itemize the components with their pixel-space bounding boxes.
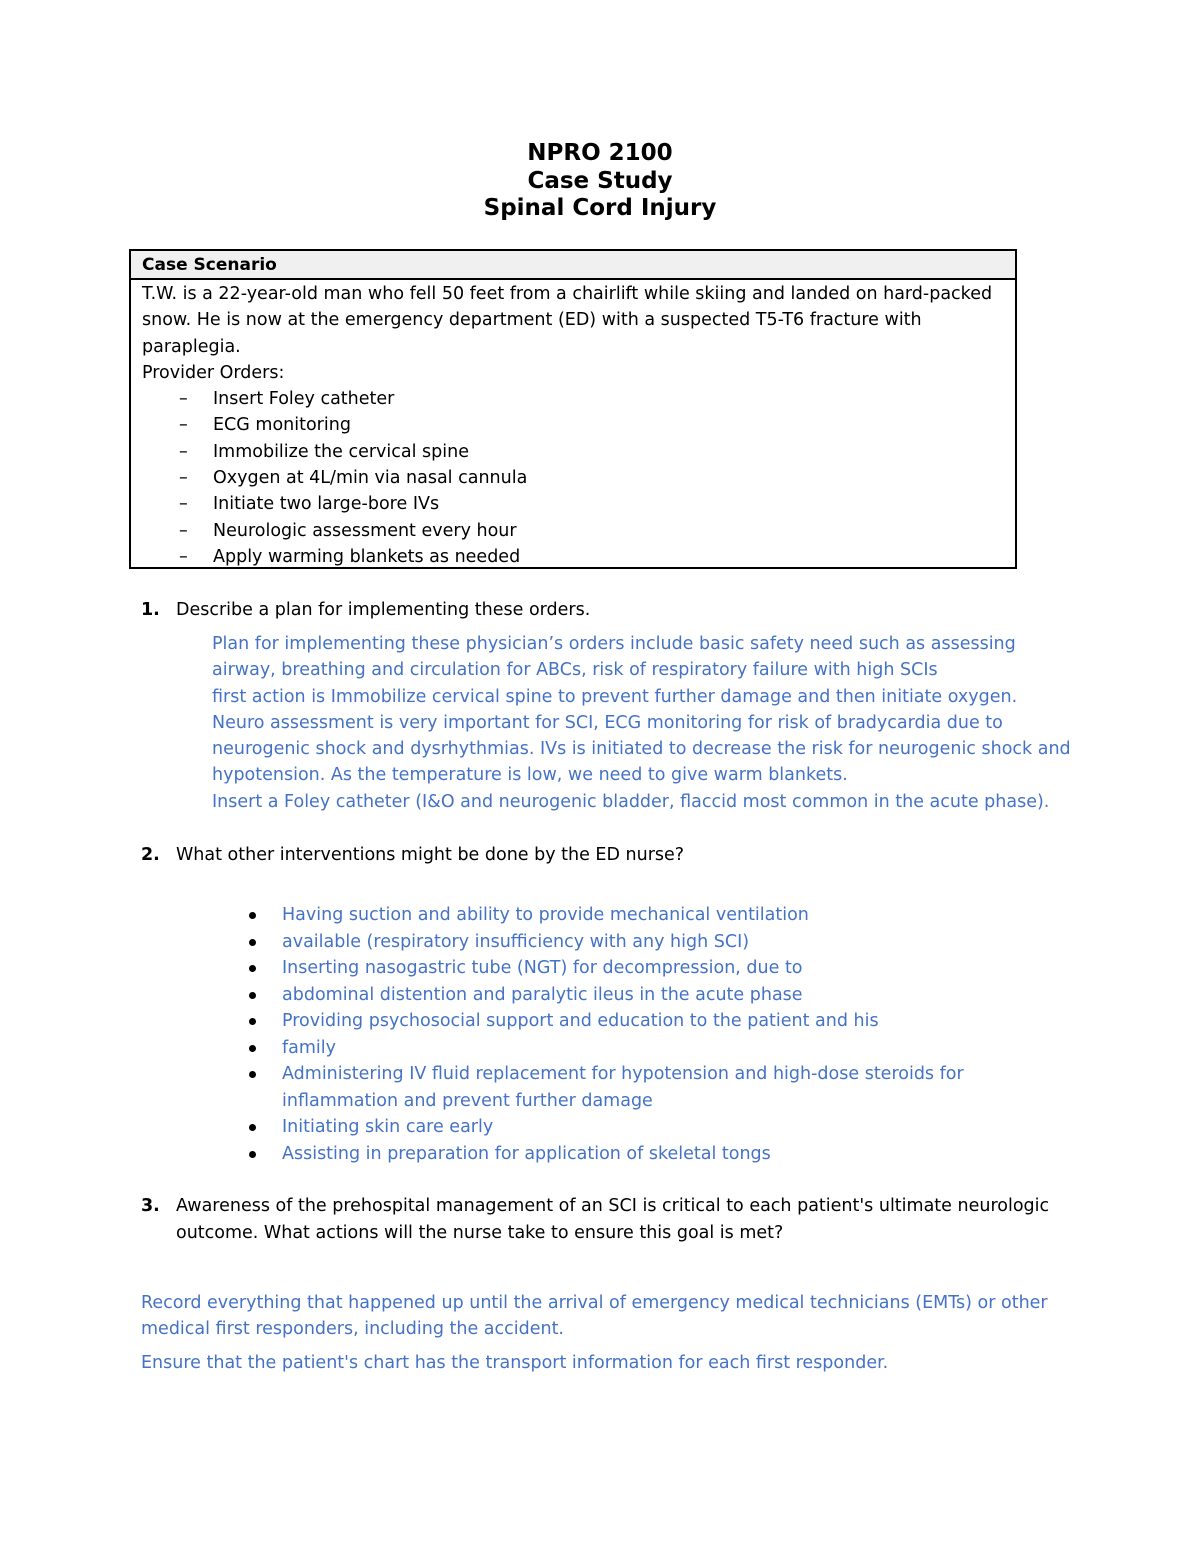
answer-3 (141, 1290, 1101, 1376)
bullet-icon (249, 1151, 256, 1158)
bullet-icon (249, 1018, 256, 1025)
dash-marker: – (179, 468, 188, 489)
course-code: NPRO 2100 (527, 140, 673, 166)
order-item (142, 439, 1015, 465)
list-item (244, 1061, 1024, 1114)
document-title (0, 140, 1200, 223)
answer-line: airway, breathing and circulation for ABCs, risk of respiratory failure with high SCIs (212, 660, 938, 681)
dash-marker: – (179, 415, 188, 436)
answer-1 (212, 631, 1092, 815)
list-item-text: Providing psychosocial support and education to the patient and his (282, 1011, 879, 1031)
bullet-icon (249, 939, 256, 946)
bullet-icon (249, 1124, 256, 1131)
answer-paragraph: Record everything that happened up until the arrival of emergency medical technicians (EMTs) or other medical first responders, including the accident. (141, 1293, 1048, 1340)
answer-line: Insert a Foley catheter (I&O and neurogenic bladder, flaccid most common in the acute phase). (212, 791, 1050, 812)
order-item (142, 465, 1015, 491)
list-item-text: Administering IV fluid replacement for hypotension and high-dose steroids for inflammation and prevent further damage (282, 1064, 964, 1111)
order-item (142, 491, 1015, 517)
list-item (244, 1035, 1024, 1062)
order-text: Oxygen at 4L/min via nasal cannula (213, 468, 528, 489)
list-item-text: family (282, 1037, 337, 1058)
order-text: Initiate two large-bore IVs (213, 494, 440, 515)
dash-marker: – (179, 546, 188, 567)
case-scenario-header: Case Scenario (131, 251, 1015, 280)
list-item-text: Inserting nasogastric tube (NGT) for decompression, due to (282, 958, 803, 978)
order-text: Immobilize the cervical spine (213, 441, 469, 462)
question-2 (141, 842, 1061, 869)
bullet-icon (249, 912, 256, 919)
dash-marker: – (179, 389, 188, 410)
question-3 (141, 1193, 1061, 1247)
order-text: Insert Foley catheter (213, 389, 395, 410)
document-topic: Spinal Cord Injury (483, 195, 717, 221)
list-item (244, 1141, 1024, 1168)
case-scenario-body (131, 280, 1015, 570)
document-type: Case Study (527, 167, 673, 194)
order-item (142, 412, 1015, 438)
order-text: Neurologic assessment every hour (213, 520, 517, 541)
order-item (142, 544, 1015, 570)
list-item-text: abdominal distention and paralytic ileus in the acute phase (282, 984, 803, 1005)
order-text: Apply warming blankets as needed (213, 546, 521, 567)
case-scenario-table (129, 249, 1017, 569)
question-number: 1. (141, 600, 160, 620)
question-text: Awareness of the prehospital management of an SCI is critical to each patient's ultimate neurologic outcome. What actions will the nurse take to ensure this goal is met? (176, 1196, 1050, 1243)
bullet-icon (249, 992, 256, 999)
answer-line: neurogenic shock and dysrhythmias. IVs is initiated to decrease the risk for neurogenic shock and (212, 739, 1071, 760)
list-item (244, 902, 1024, 929)
question-number: 2. (141, 845, 160, 865)
answer-2-list (244, 902, 1024, 1167)
answer-line: first action is Immobilize cervical spine to prevent further damage and then initiate oxygen. (212, 686, 1018, 707)
provider-orders-label: Provider Orders: (142, 362, 285, 383)
list-item (244, 955, 1024, 982)
provider-orders-list (142, 386, 1015, 570)
bullet-icon (249, 965, 256, 972)
list-item-text: available (respiratory insufficiency with any high SCI) (282, 931, 750, 952)
list-item-text: Initiating skin care early (282, 1117, 494, 1137)
list-item (244, 1114, 1024, 1141)
answer-line: Neuro assessment is very important for SCI, ECG monitoring for risk of bradycardia due to (212, 712, 1003, 733)
dash-marker: – (179, 441, 188, 462)
order-text: ECG monitoring (213, 415, 351, 436)
bullet-icon (249, 1071, 256, 1078)
list-item (244, 1008, 1024, 1035)
list-item (244, 982, 1024, 1009)
dash-marker: – (179, 520, 188, 541)
list-item-text: Having suction and ability to provide mechanical ventilation (282, 905, 809, 925)
answer-paragraph: Ensure that the patient's chart has the transport information for each first responder. (141, 1352, 889, 1373)
list-item (244, 929, 1024, 956)
answer-line: hypotension. As the temperature is low, we need to give warm blankets. (212, 765, 848, 786)
dash-marker: – (179, 494, 188, 515)
question-1 (141, 597, 1061, 624)
case-description: T.W. is a 22-year-old man who fell 50 feet from a chairlift while skiing and landed on hard-packed snow. He is now at the emergency department (ED) with a suspected T5-T6 fracture with paraplegia. (142, 284, 993, 357)
question-text: What other interventions might be done by the ED nurse? (176, 845, 685, 865)
bullet-icon (249, 1045, 256, 1052)
list-item-text: Assisting in preparation for application of skeletal tongs (282, 1143, 771, 1164)
question-number: 3. (141, 1196, 160, 1216)
answer-line: Plan for implementing these physician’s orders include basic safety need such as assessing (212, 634, 1016, 654)
question-text: Describe a plan for implementing these orders. (176, 600, 591, 620)
order-item (142, 386, 1015, 412)
order-item (142, 518, 1015, 544)
